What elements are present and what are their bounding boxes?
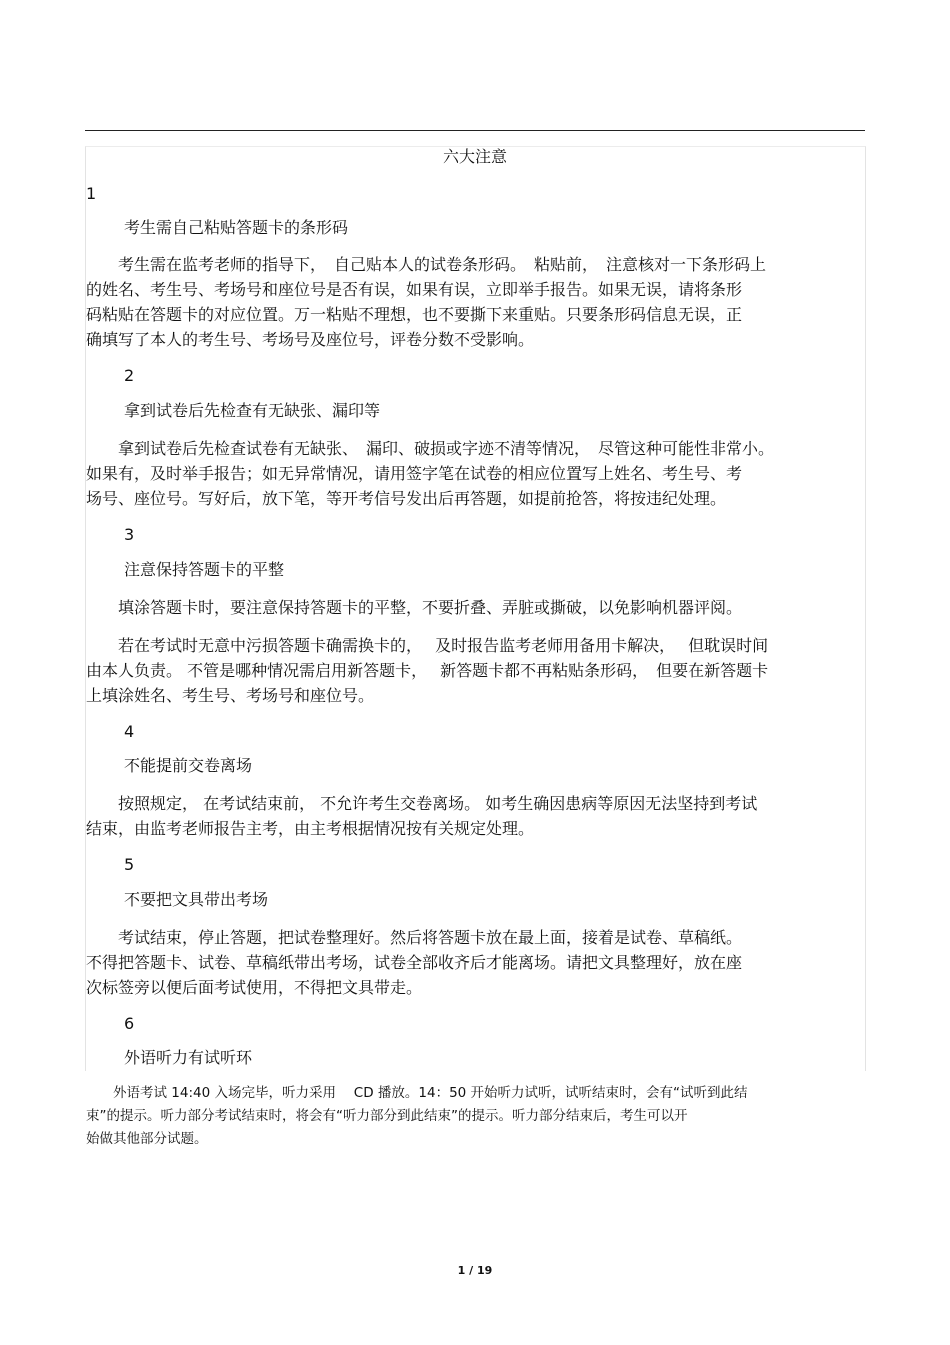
paragraph-line: 次标签旁以便后面考试使用，不得把文具带走。 <box>86 978 423 997</box>
paragraph-line: 若在考试时无意中污损答题卡确需换卡的， 及时报告监考老师用备用卡解决， 但耽误时间 <box>86 636 769 655</box>
section-number: 5 <box>124 855 135 874</box>
section-number: 4 <box>124 722 135 741</box>
section-heading: 考生需自己粘贴答题卡的条形码 <box>124 218 349 237</box>
footnote-paragraph <box>86 1082 846 1151</box>
page-number: 1 / 19 <box>457 1264 493 1277</box>
paragraph-line: 如果有，及时举手报告；如无异常情况，请用签字笔在试卷的相应位置写上姓名、考生号、考 <box>86 464 743 483</box>
header-rule <box>85 130 865 131</box>
paragraph-line: 填涂答题卡时，要注意保持答题卡的平整，不要折叠、弄脏或撕破，以免影响机器评阅。 <box>86 598 743 617</box>
paragraph-line: 考试结束，停止答题，把试卷整理好。然后将答题卡放在最上面，接着是试卷、草稿纸。 <box>86 928 743 947</box>
paragraph-line: 考生需在监考老师的指导下， 自己贴本人的试卷条形码。 粘贴前， 注意核对一下条形码上 <box>86 255 767 274</box>
section-heading: 拿到试卷后先检查有无缺张、漏印等 <box>124 401 381 420</box>
footnote-line: 外语考试 14:40 入场完毕，听力采用 CD 播放。14：50 开始听力试听，试听结束时，会有“试听到此结 <box>86 1085 748 1101</box>
paragraph-line: 的姓名、考生号、考场号和座位号是否有误，如果有误，立即举手报告。如果无误，请将条形 <box>86 280 743 299</box>
section-heading: 注意保持答题卡的平整 <box>124 560 285 579</box>
section-paragraph <box>86 436 861 511</box>
paragraph-line: 上填涂姓名、考生号、考场号和座位号。 <box>86 686 375 705</box>
section-number: 6 <box>124 1014 135 1033</box>
section-paragraph <box>86 633 861 708</box>
footnote-line: 始做其他部分试题。 <box>86 1131 208 1147</box>
paragraph-line: 由本人负责。 不管是哪种情况需启用新答题卡， 新答题卡都不再粘贴条形码， 但要在新答题卡 <box>86 661 769 680</box>
section-number: 2 <box>124 366 135 385</box>
section-paragraph <box>86 925 861 1000</box>
paragraph-line: 码粘贴在答题卡的对应位置。万一粘贴不理想，也不要撕下来重贴。只要条形码信息无误，正 <box>86 305 743 324</box>
paragraph-line: 拿到试卷后先检查试卷有无缺张、 漏印、破损或字迹不清等情况， 尽管这种可能性非常小。 <box>86 439 775 458</box>
footnote-line: 束”的提示。听力部分考试结束时，将会有“听力部分到此结束”的提示。听力部分结束后，考生可以开 <box>86 1108 688 1124</box>
paragraph-line: 确填写了本人的考生号、考场号及座位号，评卷分数不受影响。 <box>86 330 535 349</box>
section-paragraph <box>86 252 861 352</box>
paragraph-line: 不得把答题卡、试卷、草稿纸带出考场，试卷全部收齐后才能离场。请把文具整理好，放在座 <box>86 953 743 972</box>
paragraph-line: 按照规定， 在考试结束前， 不允许考生交卷离场。 如考生确因患病等原因无法坚持到考试 <box>86 794 758 813</box>
section-number: 1 <box>86 184 97 203</box>
section-paragraph <box>86 791 861 841</box>
paragraph-line: 场号、座位号。写好后，放下笔，等开考信号发出后再答题，如提前抢答，将按违纪处理。 <box>86 489 727 508</box>
paragraph-line: 结束，由监考老师报告主考，由主考根据情况按有关规定处理。 <box>86 819 535 838</box>
page-title: 六大注意 <box>442 147 507 166</box>
section-heading: 外语听力有试听环 <box>124 1048 253 1067</box>
section-heading: 不能提前交卷离场 <box>124 756 253 775</box>
section-paragraph <box>86 595 861 620</box>
section-number: 3 <box>124 525 135 544</box>
section-heading: 不要把文具带出考场 <box>124 890 269 909</box>
